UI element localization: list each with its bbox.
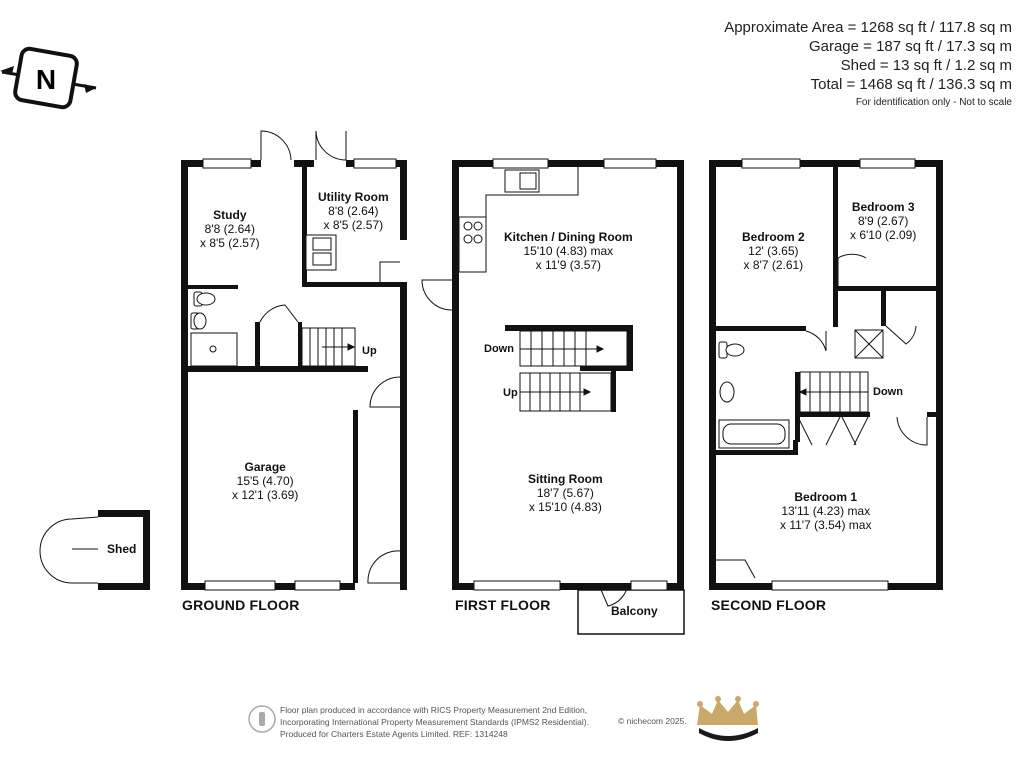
floor-title-ground: GROUND FLOOR bbox=[182, 597, 300, 613]
floor-title-second: SECOND FLOOR bbox=[711, 597, 827, 613]
stair-label-first-up: Up bbox=[503, 387, 518, 399]
room-label-utility: Utility Room 8'8 (2.64) x 8'5 (2.57) bbox=[318, 190, 389, 232]
property-measurement-logo bbox=[249, 706, 275, 732]
stair-label-first-down: Down bbox=[484, 343, 514, 355]
room-label-study: Study 8'8 (2.64) x 8'5 (2.57) bbox=[200, 208, 260, 250]
crown-logo bbox=[697, 696, 759, 741]
second-floor-stairs bbox=[800, 372, 868, 412]
approximate-area: Approximate Area = 1268 sq ft / 117.8 sq m bbox=[724, 19, 1012, 36]
scale-note: For identification only - Not to scale bbox=[855, 97, 1012, 108]
room-label-sitting: Sitting Room 18'7 (5.67) x 15'10 (4.83) bbox=[528, 472, 603, 514]
area-summary bbox=[724, 18, 1012, 108]
room-label-shed: Shed bbox=[107, 542, 137, 556]
ground-floor-stairs bbox=[302, 328, 355, 366]
stair-label-ground-up: Up bbox=[362, 345, 377, 357]
stair-label-second-down: Down bbox=[873, 386, 903, 398]
ground-floor-fittings bbox=[191, 235, 336, 366]
footer-disclaimer: Floor plan produced in accordance with RICS Property Measurement 2nd Edition, Incorporating International Property Measurement Standards (IPMS2 Residential). Produced for Charters Estate Agents Limited. REF: 1314248 bbox=[280, 705, 589, 739]
room-label-garage: Garage 15'5 (4.70) x 12'1 (3.69) bbox=[232, 460, 299, 502]
compass-letter: N bbox=[35, 64, 57, 95]
second-floor-fittings bbox=[719, 330, 883, 448]
footer-copyright: © nichecom 2025. bbox=[618, 716, 687, 726]
total-area: Total = 1468 sq ft / 136.3 sq m bbox=[810, 76, 1012, 93]
room-label-bedroom-1: Bedroom 1 13'11 (4.23) max x 11'7 (3.54) max bbox=[780, 490, 872, 532]
room-label-bedroom-3: Bedroom 3 8'9 (2.67) x 6'10 (2.09) bbox=[850, 200, 917, 242]
room-label-kitchen: Kitchen / Dining Room 15'10 (4.83) max x 11'9 (3.57) bbox=[504, 230, 633, 272]
garage-area: Garage = 187 sq ft / 17.3 sq m bbox=[808, 38, 1012, 55]
room-label-bedroom-2: Bedroom 2 12' (3.65) x 8'7 (2.61) bbox=[742, 230, 805, 272]
floor-title-first: FIRST FLOOR bbox=[455, 597, 551, 613]
room-label-balcony: Balcony bbox=[611, 604, 658, 618]
shed-area: Shed = 13 sq ft / 1.2 sq m bbox=[840, 57, 1012, 74]
compass-icon bbox=[0, 48, 96, 109]
